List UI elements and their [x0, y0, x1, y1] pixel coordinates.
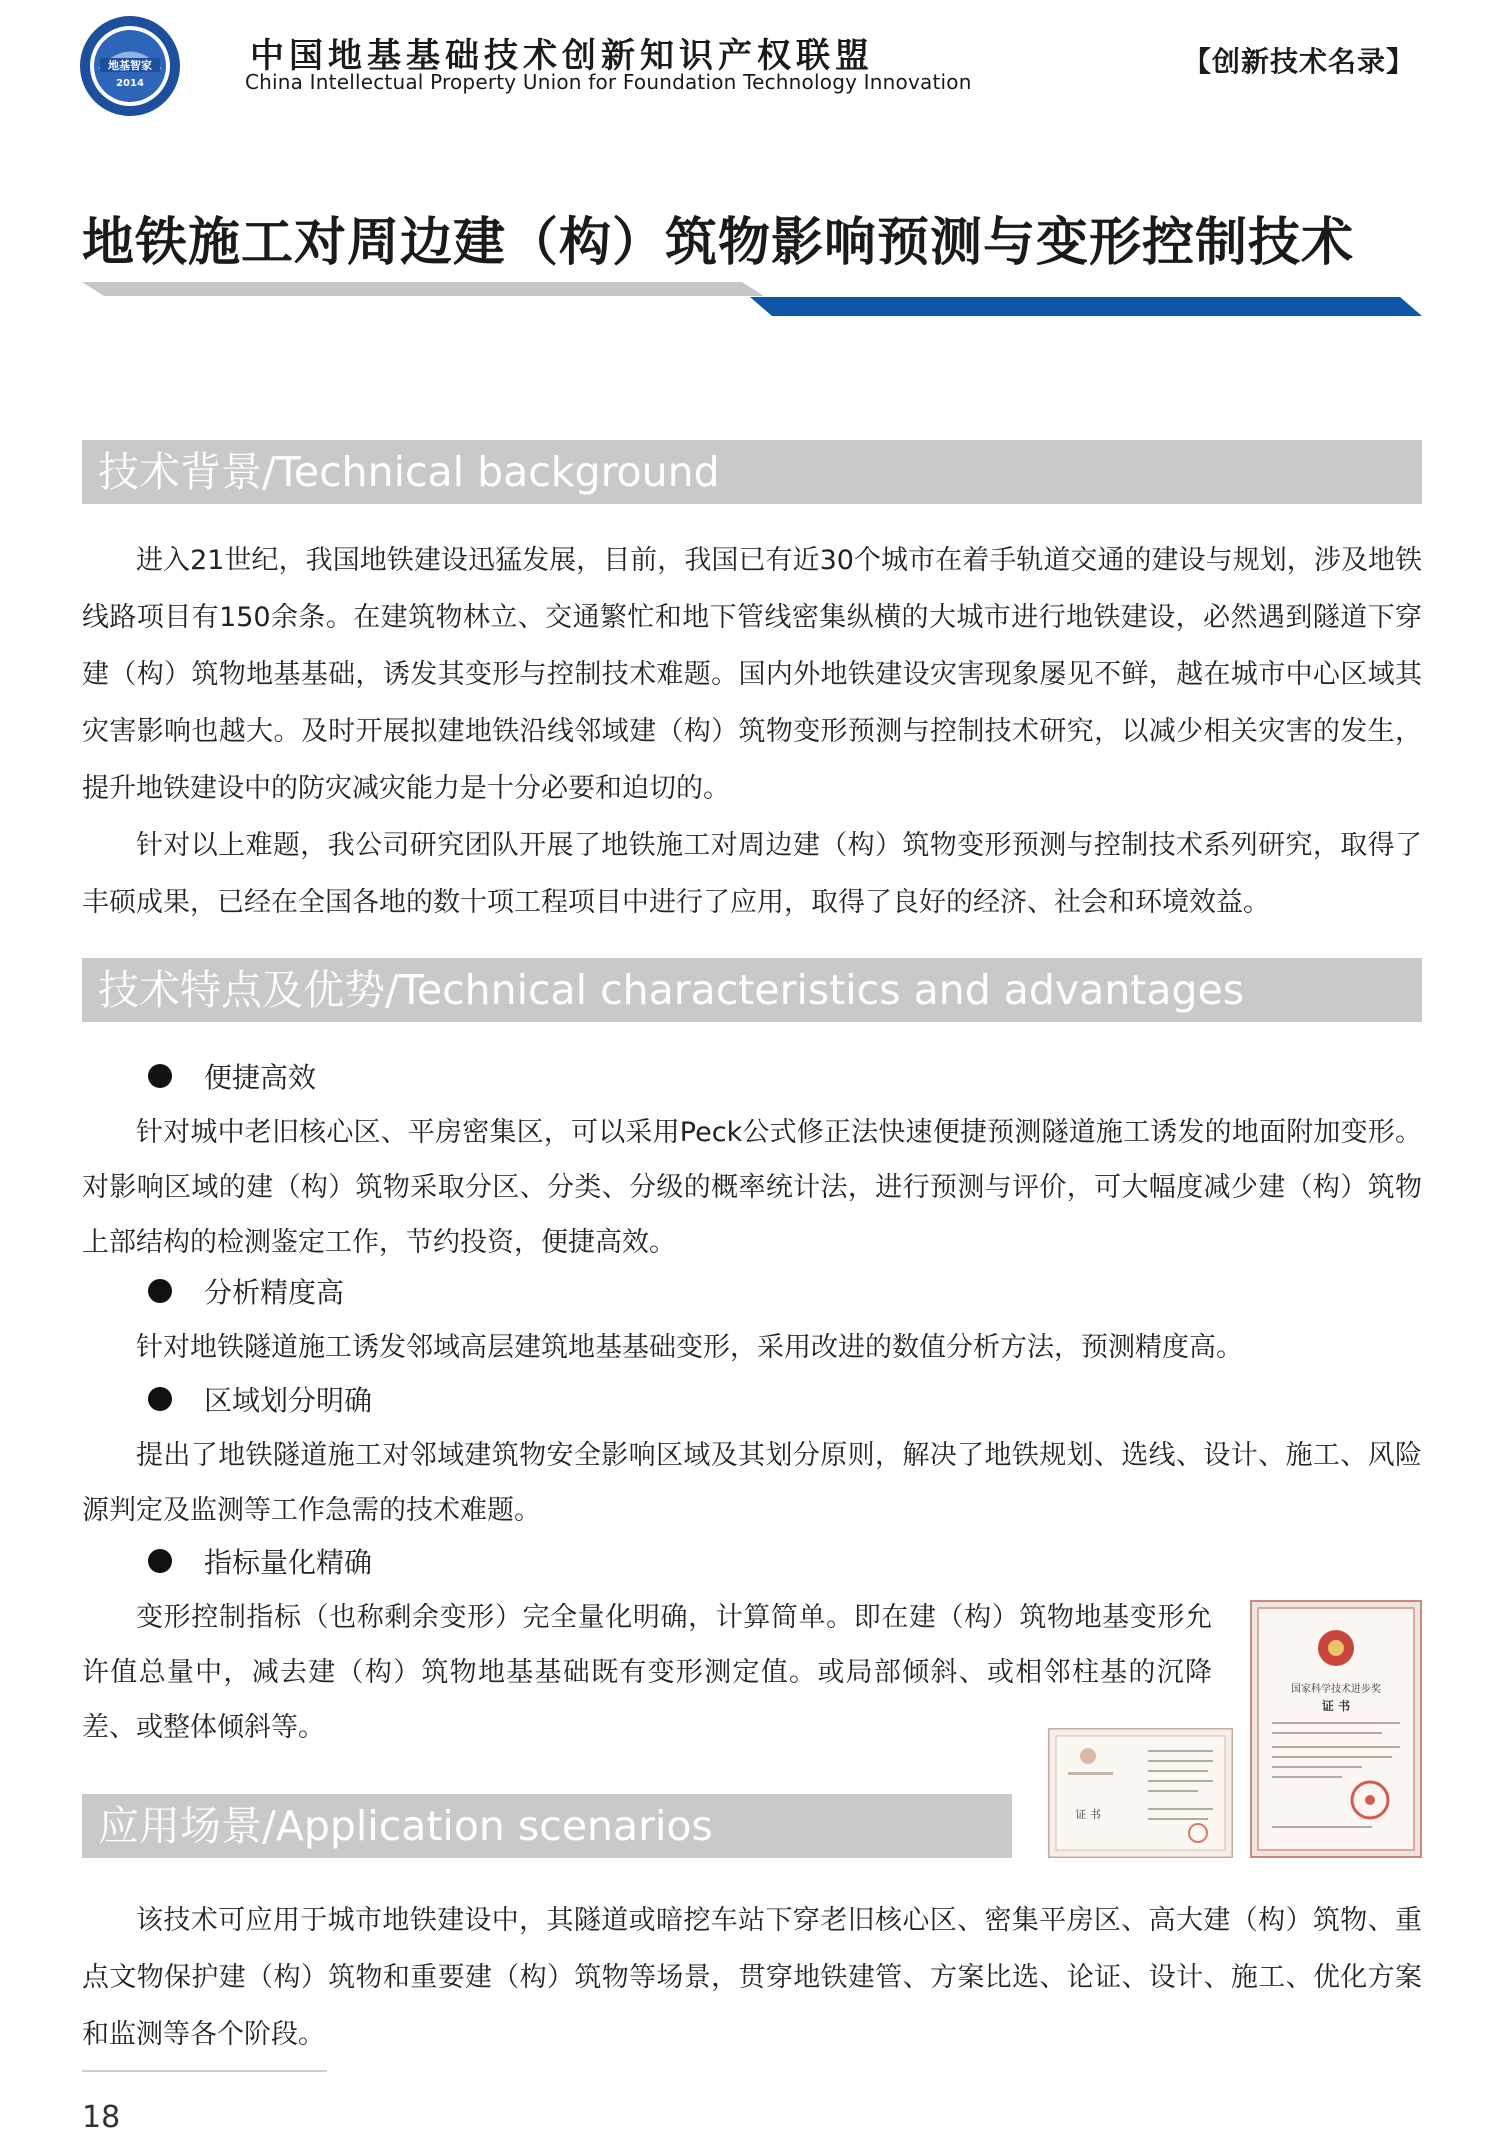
svg-text:证 书: 证 书 — [1075, 1808, 1101, 1821]
svg-text:证 书: 证 书 — [1321, 1699, 1351, 1713]
background-paragraph-2: 针对以上难题，我公司研究团队开展了地铁施工对周边建（构）筑物变形预测与控制技术系列研究，取得了丰硕成果，已经在全国各地的数十项工程项目中进行了应用，取得了良好的经济、社会和环境效益。 — [82, 830, 1422, 918]
svg-text:地基智家: 地基智家 — [108, 59, 152, 72]
feature-text-4: 变形控制指标（也称剩余变形）完全量化明确，计算简单。即在建（构）筑物地基变形允许值总量中，减去建（构）筑物地基基础既有变形测定值。或局部倾斜、或相邻柱基的沉降差、或整体倾斜等。 — [82, 1602, 1212, 1743]
page-number: 18 — [82, 2100, 121, 2135]
union-name-cn: 中国地基基础技术创新知识产权联盟 — [250, 36, 874, 76]
certificate-image-small — [1048, 1728, 1233, 1858]
page-title: 地铁施工对周边建（构）筑物影响预测与变形控制技术 — [82, 213, 1355, 273]
feature-bullet-1 — [148, 1058, 316, 1098]
svg-text:国家科学技术进步奖: 国家科学技术进步奖 — [1291, 1684, 1381, 1695]
feature-text-1: 针对城中老旧核心区、平房密集区，可以采用Peck公式修正法快速便捷预测隧道施工诱发的地面附加变形。对影响区域的建（构）筑物采取分区、分类、分级的概率统计法，进行预测与评价，可大幅度减少建（构）筑物上部结构的检测鉴定工作，节约投资，便捷高效。 — [82, 1117, 1422, 1258]
feature-text-2: 针对地铁隧道施工诱发邻域高层建筑地基基础变形，采用改进的数值分析方法，预测精度高。 — [136, 1332, 1243, 1363]
bullet-dot-icon — [148, 1064, 172, 1088]
feature-text-3: 提出了地铁隧道施工对邻域建筑物安全影响区域及其划分原则，解决了地铁规划、选线、设计、施工、风险源判定及监测等工作急需的技术难题。 — [82, 1440, 1422, 1526]
certificate-image-national-award — [1250, 1600, 1422, 1858]
section-heading-application: 应用场景/Application scenarios — [82, 1794, 1012, 1858]
background-paragraph-1: 进入21世纪，我国地铁建设迅猛发展，目前，我国已有近30个城市在着手轨道交通的建设与规划，涉及地铁线路项目有150余条。在建筑物林立、交通繁忙和地下管线密集纵横的大城市进行地铁建设，必然遇到隧道下穿建（构）筑物地基基础，诱发其变形与控制技术难题。国内外地铁建设灾害现象屡见不鲜，越在城市中心区域其灾害影响也越大。及时开展拟建地铁沿线邻域建（构）筑物变形预测与控制技术研究，以减少相关灾害的发生，提升地铁建设中的防灾减灾能力是十分必要和迫切的。 — [82, 545, 1422, 804]
section-heading-background: 技术背景/Technical background — [82, 440, 1422, 504]
feature-bullet-3 — [148, 1381, 372, 1421]
feature-label: 分析精度高 — [204, 1276, 345, 1309]
bullet-dot-icon — [148, 1279, 172, 1303]
feature-label: 指标量化精确 — [204, 1546, 373, 1579]
union-logo — [78, 14, 182, 118]
feature-bullet-2 — [148, 1273, 344, 1313]
feature-bullet-4 — [148, 1543, 372, 1583]
application-paragraph: 该技术可应用于城市地铁建设中，其隧道或暗挖车站下穿老旧核心区、密集平房区、高大建（构）筑物、重点文物保护建（构）筑物和重要建（构）筑物等场景，贯穿地铁建管、方案比选、论证、设计、施工、优化方案和监测等各个阶段。 — [82, 1905, 1422, 2050]
svg-text:2014: 2014 — [116, 78, 144, 89]
feature-label: 区域划分明确 — [204, 1384, 373, 1417]
union-name-en: China Intellectual Property Union for Foundation Technology Innovation — [245, 70, 972, 94]
bullet-dot-icon — [148, 1549, 172, 1573]
section-heading-features: 技术特点及优势/Technical characteristics and advantages — [82, 958, 1422, 1022]
feature-label: 便捷高效 — [204, 1061, 317, 1094]
footer-divider — [82, 2070, 327, 2072]
catalog-tag: 【创新技术名录】 — [1183, 45, 1416, 78]
title-underline-decoration — [82, 282, 1422, 316]
bullet-dot-icon — [148, 1387, 172, 1411]
